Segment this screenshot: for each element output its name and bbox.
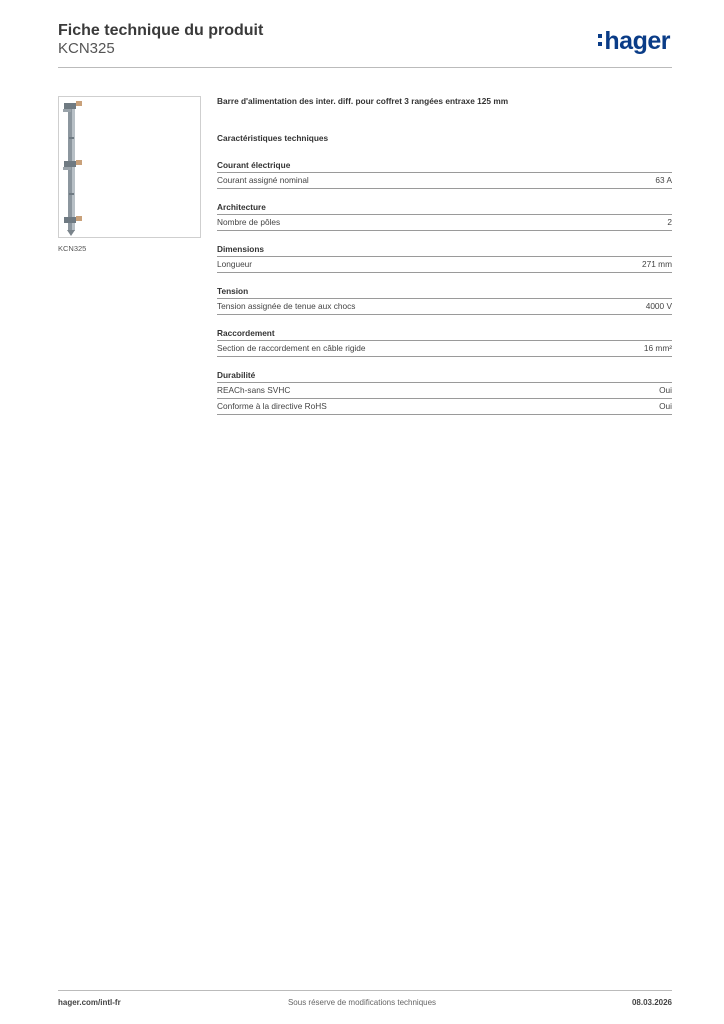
footer-disclaimer: Sous réserve de modifications techniques bbox=[287, 998, 437, 1007]
spec-group-current bbox=[217, 160, 672, 189]
section-title: Caractéristiques techniques bbox=[217, 133, 329, 143]
spec-label: Tension assignée de tenue aux chocs bbox=[217, 301, 356, 311]
product-image bbox=[58, 96, 201, 238]
spec-label: REACh-sans SVHC bbox=[217, 385, 291, 395]
spec-label: Nombre de pôles bbox=[217, 217, 281, 227]
spec-value: 271 mm bbox=[642, 259, 672, 269]
spec-row bbox=[217, 256, 672, 273]
footer-date: 08.03.2026 bbox=[631, 998, 672, 1007]
spec-label: Courant assigné nominal bbox=[217, 175, 309, 185]
spec-label: Conforme à la directive RoHS bbox=[217, 401, 327, 411]
group-title: Courant électrique bbox=[217, 160, 291, 170]
spec-value: 4000 V bbox=[645, 301, 672, 311]
spec-content bbox=[217, 96, 672, 428]
spec-table bbox=[217, 382, 672, 415]
spec-row bbox=[217, 214, 672, 231]
header-divider bbox=[58, 67, 672, 68]
spec-value: Oui bbox=[659, 401, 672, 411]
spec-value: 2 bbox=[667, 217, 672, 227]
group-title: Architecture bbox=[217, 202, 266, 212]
image-caption: KCN325 bbox=[58, 244, 87, 253]
product-description: Barre d'alimentation des inter. diff. pour coffret 3 rangées entraxe 125 mm bbox=[217, 96, 509, 106]
logo-text: hager bbox=[604, 27, 670, 55]
spec-label: Longueur bbox=[217, 259, 253, 269]
spec-row bbox=[217, 298, 672, 315]
spec-table bbox=[217, 340, 672, 357]
spec-row bbox=[217, 398, 672, 415]
spec-row bbox=[217, 340, 672, 357]
group-title: Raccordement bbox=[217, 328, 275, 338]
spec-group-connection bbox=[217, 328, 672, 357]
footer-website-link[interactable]: hager.com/intl-fr bbox=[58, 998, 121, 1007]
spec-group-voltage bbox=[217, 286, 672, 315]
spec-group-durability bbox=[217, 370, 672, 415]
spec-value: Oui bbox=[659, 385, 672, 395]
hager-logo bbox=[598, 28, 670, 54]
group-title: Durabilité bbox=[217, 370, 256, 380]
group-title: Dimensions bbox=[217, 244, 265, 254]
spec-table bbox=[217, 214, 672, 231]
footer-divider bbox=[58, 990, 672, 991]
product-code: KCN325 bbox=[58, 40, 115, 57]
spec-row bbox=[217, 382, 672, 398]
page-title: Fiche technique du produit bbox=[58, 22, 264, 39]
logo-colon-icon bbox=[598, 32, 602, 48]
spec-value: 63 A bbox=[655, 175, 672, 185]
spec-value: 16 mm² bbox=[643, 343, 672, 353]
group-title: Tension bbox=[217, 286, 249, 296]
spec-group-dimensions bbox=[217, 244, 672, 273]
spec-table bbox=[217, 298, 672, 315]
spec-row bbox=[217, 172, 672, 189]
busbar-illustration-icon bbox=[59, 97, 200, 237]
spec-table bbox=[217, 172, 672, 189]
spec-label: Section de raccordement en câble rigide bbox=[217, 343, 366, 353]
spec-group-architecture bbox=[217, 202, 672, 231]
spec-table bbox=[217, 256, 672, 273]
